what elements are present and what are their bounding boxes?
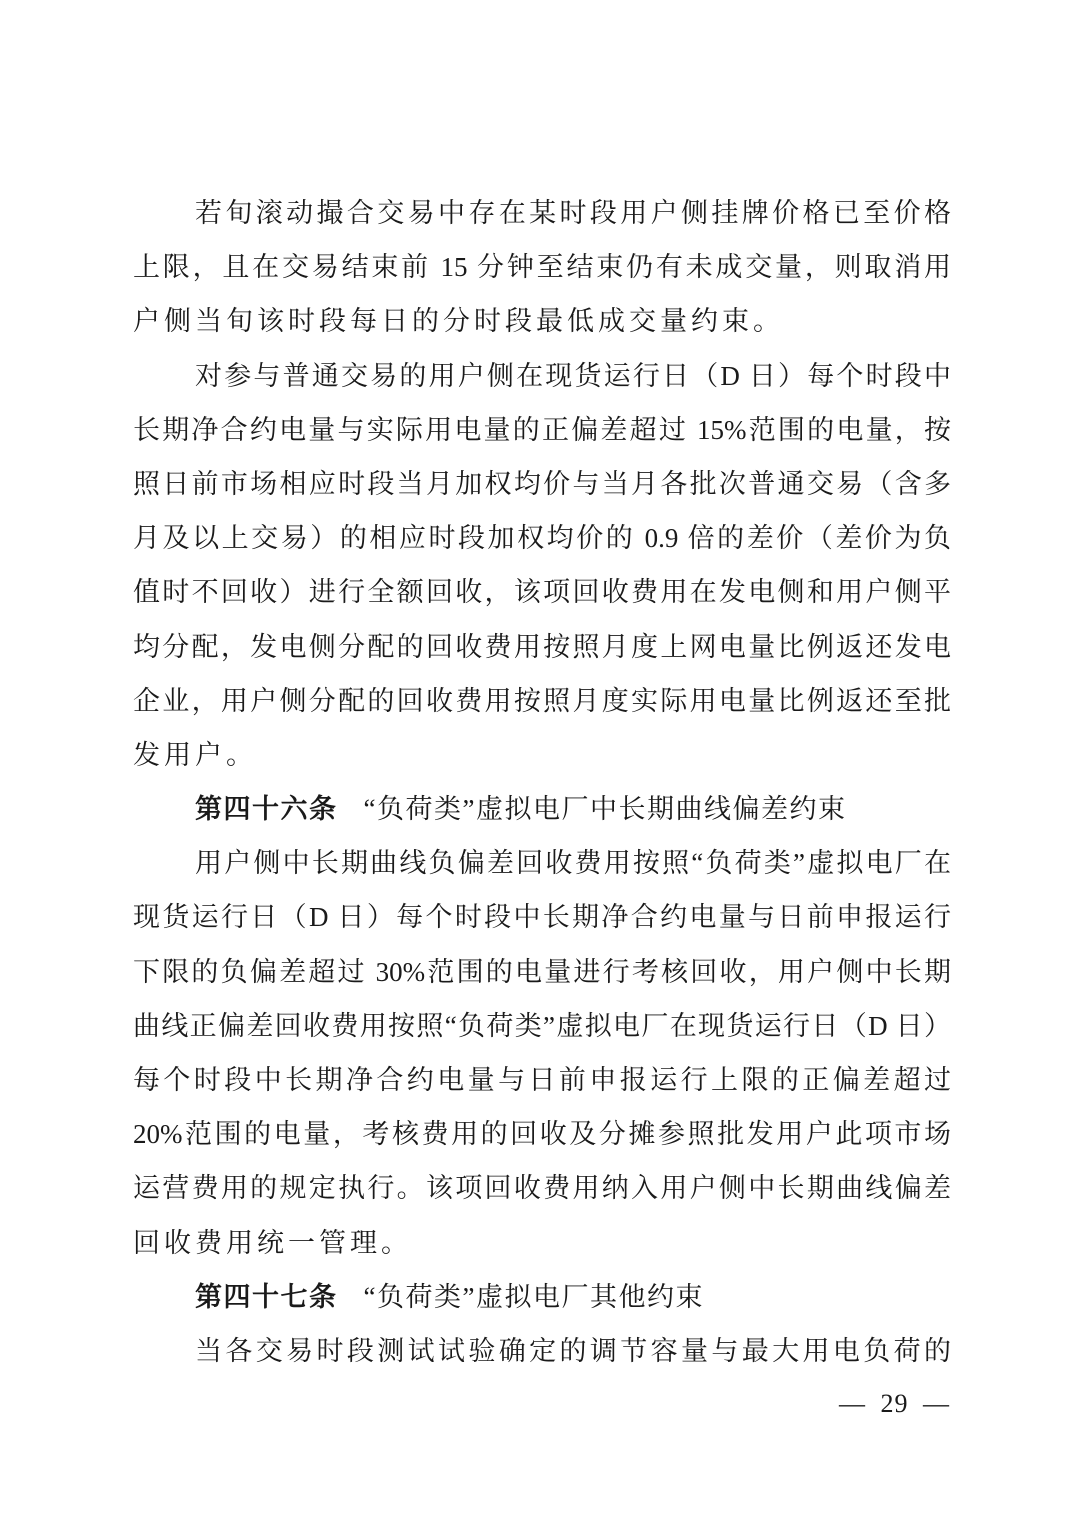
text-line: 对参与普通交易的用户侧在现货运行日（D 日）每个时段中 bbox=[195, 360, 951, 391]
text-line: 企业，用户侧分配的回收费用按照月度实际用电量比例返还至批 bbox=[133, 685, 951, 716]
text-line: 20%范围的电量，考核费用的回收及分摊参照批发用户此项市场 bbox=[133, 1119, 951, 1150]
text-line: 照日前市场相应时段当月加权均价与当月各批次普通交易（含多 bbox=[133, 468, 951, 499]
text-line: 当各交易时段测试试验确定的调节容量与最大用电负荷的 bbox=[195, 1335, 951, 1366]
article-title: “负荷类”虚拟电厂中长期曲线偏差约束 bbox=[363, 794, 847, 825]
text-line: 回收费用统一管理。 bbox=[133, 1227, 412, 1258]
text-line: 户侧当旬该时段每日的分时段最低成交量约束。 bbox=[133, 306, 784, 337]
text-line: 上限，且在交易结束前 15 分钟至结束仍有未成交量，则取消用 bbox=[133, 252, 951, 283]
article-heading bbox=[133, 1270, 951, 1324]
text-line: 下限的负偏差超过 30%范围的电量进行考核回收，用户侧中长期 bbox=[133, 956, 951, 987]
document-body bbox=[133, 186, 951, 1378]
text-line: 发用户。 bbox=[133, 739, 257, 770]
article-title: “负荷类”虚拟电厂其他约束 bbox=[363, 1281, 704, 1312]
text-line: 若旬滚动撮合交易中存在某时段用户侧挂牌价格已至价格 bbox=[195, 198, 951, 228]
text-line: 用户侧中长期曲线负偏差回收费用按照“负荷类”虚拟电厂在 bbox=[195, 848, 951, 879]
text-line: 现货运行日（D 日）每个时段中长期净合约电量与日前申报运行 bbox=[133, 902, 951, 933]
text-line: 月及以上交易）的相应时段加权均价的 0.9 倍的差价（差价为负 bbox=[133, 523, 951, 554]
text-line: 每个时段中长期净合约电量与日前申报运行上限的正偏差超过 bbox=[133, 1065, 951, 1095]
article-heading bbox=[133, 782, 951, 836]
text-line: 均分配，发电侧分配的回收费用按照月度上网电量比例返还发电 bbox=[133, 631, 951, 662]
page-footer bbox=[839, 1387, 950, 1421]
text-line: 值时不回收）进行全额回收，该项回收费用在发电侧和用户侧平 bbox=[133, 577, 951, 608]
text-line: 曲线正偏差回收费用按照“负荷类”虚拟电厂在现货运行日（D 日） bbox=[133, 1010, 951, 1041]
article-number: 第四十七条 bbox=[195, 1281, 338, 1312]
page-number: — 29 — bbox=[839, 1389, 950, 1418]
article-number: 第四十六条 bbox=[195, 794, 338, 825]
text-line: 运营费用的规定执行。该项回收费用纳入用户侧中长期曲线偏差 bbox=[133, 1173, 951, 1204]
text-line: 长期净合约电量与实际用电量的正偏差超过 15%范围的电量，按 bbox=[133, 414, 951, 445]
